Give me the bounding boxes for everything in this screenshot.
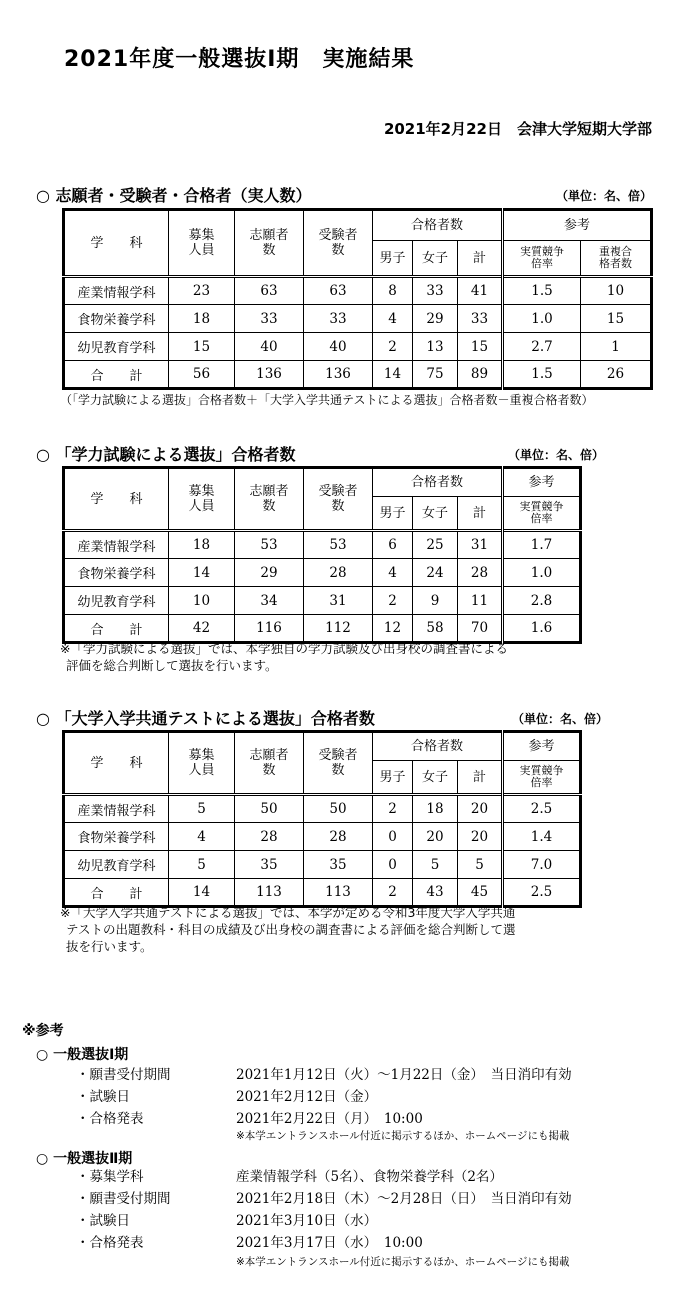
table-cell: 40 [235,333,304,361]
header-total: 計 [458,497,503,531]
table-cell: 10 [581,277,652,305]
table-cell: 6 [373,531,413,559]
table-cell-dept: 産業情報学科 [64,531,169,559]
table-cell: 24 [413,559,458,587]
header-juken: 受験者 数 [304,732,373,795]
table-cell: 12 [373,615,413,643]
table-cell: 63 [304,277,373,305]
table-cell-dept: 産業情報学科 [64,277,169,305]
reference-period1-values [236,1064,572,1130]
table-row [64,531,581,559]
table-cell: 136 [235,361,304,389]
table-cell: 5 [169,795,235,823]
table-cell: 112 [304,615,373,643]
table-cell: 10 [169,587,235,615]
table-cell: 5 [413,851,458,879]
table-cell: 2 [373,879,413,907]
header-boshu: 募集 人員 [169,210,235,277]
table-cell: 53 [304,531,373,559]
table-cell-dept: 産業情報学科 [64,795,169,823]
table-cell: 53 [235,531,304,559]
table-cell: 7.0 [503,851,581,879]
table-row [64,559,581,587]
table-cell: 1.0 [503,305,581,333]
table-cell-dept: 食物栄養学科 [64,823,169,851]
table-cell: 14 [169,559,235,587]
list-item-value: 2021年2月18日（木）～2月28日（日） 当日消印有効 [236,1191,572,1207]
table-cell: 20 [458,823,503,851]
table-cell: 25 [413,531,458,559]
table-cell: 18 [413,795,458,823]
table-cell: 33 [413,277,458,305]
header-sanko: 参考 [503,468,581,497]
section2-note: ※「学力試験による選抜」では、本学独自の学力試験及び出身校の調査書による 評価を総合判断して選抜を行います。 [60,641,508,673]
table-cell: 50 [235,795,304,823]
header-bairitsu: 実質競争 倍率 [503,761,581,795]
table-cell: 28 [304,559,373,587]
table-cell: 18 [169,305,235,333]
header-boshu: 募集 人員 [169,732,235,795]
table-cell: 116 [235,615,304,643]
list-item-value: 2021年2月22日（月） 10:00 [236,1111,423,1127]
table-cell: 0 [373,823,413,851]
table-cell: 14 [169,879,235,907]
table-cell: 15 [458,333,503,361]
table-cell-dept: 合 計 [64,879,169,907]
list-item-label: ・募集学科 [76,1169,144,1185]
header-sanko: 参考 [503,732,581,761]
section1-title: ○ 志願者・受験者・合格者（実人数） [36,186,312,205]
table-cell: 45 [458,879,503,907]
list-item-label: ・試験日 [76,1089,130,1105]
table-cell: 2.5 [503,879,581,907]
table-row [64,277,652,305]
page-title: 2021年度一般選抜Ⅰ期 実施結果 [64,47,415,72]
table-cell: 28 [304,823,373,851]
table-cell: 33 [235,305,304,333]
table-cell: 70 [458,615,503,643]
table-cell: 1.5 [503,361,581,389]
table-cell-dept: 幼児教育学科 [64,851,169,879]
header-bairitsu: 実質競争 倍率 [503,241,581,277]
table-cell: 11 [458,587,503,615]
table-cell: 29 [235,559,304,587]
reference-period2-values [236,1166,572,1254]
table-cell: 20 [413,823,458,851]
table-cell: 136 [304,361,373,389]
section1-note: （「学力試験による選抜」合格者数＋「大学入学共通テストによる選抜」合格者数－重複合格者数） [60,393,594,407]
table-cell: 1.6 [503,615,581,643]
table-cell: 8 [373,277,413,305]
table-cell: 1.7 [503,531,581,559]
header-total: 計 [458,241,503,277]
table-cell: 75 [413,361,458,389]
table-cell: 35 [304,851,373,879]
header-dept: 学 科 [64,468,169,531]
table-cell: 89 [458,361,503,389]
header-gokaku: 合格者数 [373,468,503,497]
section3-title: ○ 「大学入学共通テストによる選抜」合格者数 [36,709,375,728]
table-cell: 1.5 [503,277,581,305]
table-cell: 33 [304,305,373,333]
header-gokaku: 合格者数 [373,210,503,241]
header-bairitsu: 実質競争 倍率 [503,497,581,531]
table-cell-dept: 幼児教育学科 [64,333,169,361]
table-cell: 28 [235,823,304,851]
table-cell: 20 [458,795,503,823]
table-cell: 58 [413,615,458,643]
table-row [64,361,652,389]
table-cell: 1 [581,333,652,361]
table-cell: 2.7 [503,333,581,361]
table-row [64,615,581,643]
table-cell: 34 [235,587,304,615]
table-cell: 2 [373,795,413,823]
header-dept: 学 科 [64,210,169,277]
header-boshu: 募集 人員 [169,468,235,531]
table-cell: 0 [373,851,413,879]
table-cell: 2.5 [503,795,581,823]
section3-note: ※「大学入学共通テストによる選抜」では、本学が定める令和3年度大学入学共通 テストの出題教科・科目の成績及び出身校の調査書による評価を総合判断して選 抜を行います。 [60,905,516,954]
list-item-label: ・合格発表 [76,1235,144,1251]
reference-period1-note: ※本学エントランスホール付近に掲示するほか、ホームページにも掲載 [236,1130,570,1142]
header-male: 男子 [373,761,413,795]
table-cell: 4 [373,559,413,587]
table-cell: 14 [373,361,413,389]
table-cell: 56 [169,361,235,389]
table-cell: 113 [235,879,304,907]
header-sanko: 参考 [503,210,652,241]
reference-period1-labels [76,1064,171,1130]
table-cell: 1.0 [503,559,581,587]
section2-unit: （単位：名、倍） [508,448,605,462]
table-cell: 1.4 [503,823,581,851]
table-cell: 2 [373,587,413,615]
table-cell-dept: 合 計 [64,361,169,389]
table-row [64,879,581,907]
table-cell: 40 [304,333,373,361]
table-cell: 9 [413,587,458,615]
table-cell: 4 [169,823,235,851]
table-cell: 31 [458,531,503,559]
header-total: 計 [458,761,503,795]
header-shigan: 志願者 数 [235,732,304,795]
table-row [64,823,581,851]
header-female: 女子 [413,761,458,795]
table-cell: 43 [413,879,458,907]
section3-unit: （単位：名、倍） [512,712,609,726]
header-female: 女子 [413,497,458,531]
reference-heading: ※参考 [22,1023,64,1039]
list-item-label: ・合格発表 [76,1111,144,1127]
table-cell: 5 [458,851,503,879]
header-jufuku: 重複合 格者数 [581,241,652,277]
table-cell: 15 [581,305,652,333]
table-cell: 2.8 [503,587,581,615]
table-row [64,333,652,361]
list-item-label: ・願書受付期間 [76,1191,171,1207]
table-cell: 4 [373,305,413,333]
section1-table [62,208,653,390]
table-cell: 26 [581,361,652,389]
reference-period2-note: ※本学エントランスホール付近に掲示するほか、ホームページにも掲載 [236,1256,570,1268]
table-row [64,851,581,879]
list-item-label: ・試験日 [76,1213,130,1229]
table-cell-dept: 幼児教育学科 [64,587,169,615]
table-row [64,305,652,333]
list-item-value: 2021年2月12日（金） [236,1089,378,1105]
table-cell: 35 [235,851,304,879]
table-cell-dept: 合 計 [64,615,169,643]
table-cell: 5 [169,851,235,879]
section2-title: ○ 「学力試験による選抜」合格者数 [36,445,296,464]
table-row [64,587,581,615]
table-cell: 23 [169,277,235,305]
header-shigan: 志願者 数 [235,210,304,277]
reference-period2-labels [76,1166,171,1254]
table-row [64,795,581,823]
reference-period1-title: ○ 一般選抜Ⅰ期 [36,1047,129,1063]
section2-table [62,466,582,644]
table-cell: 33 [458,305,503,333]
date-and-organization: 2021年2月22日 会津大学短期大学部 [383,120,652,138]
list-item-label: ・願書受付期間 [76,1067,171,1083]
table-cell: 41 [458,277,503,305]
table-cell: 13 [413,333,458,361]
table-cell: 50 [304,795,373,823]
header-shigan: 志願者 数 [235,468,304,531]
table-cell: 31 [304,587,373,615]
list-item-value: 産業情報学科（5名）、食物栄養学科（2名） [236,1169,503,1185]
header-female: 女子 [413,241,458,277]
table-cell: 113 [304,879,373,907]
header-juken: 受験者 数 [304,468,373,531]
table-cell: 63 [235,277,304,305]
table-cell: 42 [169,615,235,643]
table-cell: 2 [373,333,413,361]
header-gokaku: 合格者数 [373,732,503,761]
section3-table [62,730,582,908]
section1-unit: （単位：名、倍） [556,189,653,203]
table-cell: 15 [169,333,235,361]
table-cell-dept: 食物栄養学科 [64,559,169,587]
table-cell-dept: 食物栄養学科 [64,305,169,333]
header-male: 男子 [373,241,413,277]
table-cell: 18 [169,531,235,559]
list-item-value: 2021年3月10日（水） [236,1213,378,1229]
table-cell: 29 [413,305,458,333]
header-dept: 学 科 [64,732,169,795]
table-cell: 28 [458,559,503,587]
list-item-value: 2021年3月17日（水） 10:00 [236,1235,423,1251]
reference-period2-title: ○ 一般選抜Ⅱ期 [36,1151,133,1167]
header-male: 男子 [373,497,413,531]
list-item-value: 2021年1月12日（火）～1月22日（金） 当日消印有効 [236,1067,572,1083]
header-juken: 受験者 数 [304,210,373,277]
